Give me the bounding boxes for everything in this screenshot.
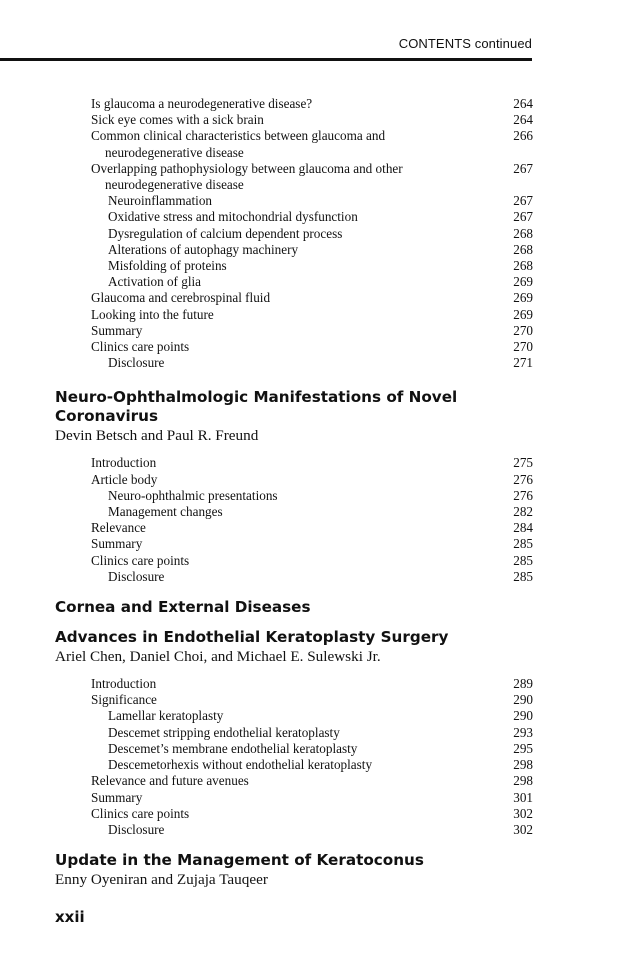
toc-block-glaucoma [55, 96, 533, 371]
toc-entry[interactable] [55, 242, 533, 258]
toc-entry-title: Disclosure [108, 821, 165, 837]
article-authors: Ariel Chen, Daniel Choi, and Michael E. Sulewski Jr. [55, 648, 381, 666]
toc-entry-page: 301 [513, 789, 533, 805]
toc-entry-page: 270 [513, 339, 533, 355]
article-title[interactable]: Update in the Management of Keratoconus [55, 851, 424, 870]
toc-entry[interactable] [55, 323, 533, 339]
toc-entry-page: 302 [513, 805, 533, 821]
toc-entry-title-line1: Common clinical characteristics between glaucoma and [91, 128, 386, 144]
toc-entry-title-line2: neurodegenerative disease [105, 144, 244, 160]
toc-entry-title: Article body [91, 471, 158, 487]
toc-entry-title: Sick eye comes with a sick brain [91, 112, 264, 128]
toc-entry-title: Descemetorhexis without endothelial keratoplasty [108, 757, 373, 773]
toc-entry[interactable] [55, 96, 533, 112]
toc-entry-title: Relevance [91, 520, 146, 536]
toc-entry[interactable] [55, 741, 533, 757]
toc-entry[interactable] [55, 274, 533, 290]
toc-entry-page: 295 [513, 740, 533, 756]
toc-entry-page: 264 [513, 112, 533, 128]
article-neuro-ophthalmologic [55, 388, 533, 585]
toc-entry-page: 284 [513, 520, 533, 536]
toc-entry-title: Descemet stripping endothelial keratoplasty [108, 724, 340, 740]
toc-entry[interactable] [55, 822, 533, 838]
toc-entry-page: 298 [513, 757, 533, 773]
toc-entry-page: 285 [513, 536, 533, 552]
toc-entry[interactable] [55, 757, 533, 773]
toc-entry[interactable] [55, 112, 533, 128]
toc-entry-page: 264 [513, 96, 533, 111]
toc-entry-title: Oxidative stress and mitochondrial dysfunction [108, 209, 358, 225]
toc-entry-title: Summary [91, 789, 143, 805]
toc-entry-title: Clinics care points [91, 805, 190, 821]
toc-entry-title: Introduction [91, 676, 157, 692]
toc-entry-title: Dysregulation of calcium dependent process [108, 225, 343, 241]
toc-entry-page: 269 [513, 290, 533, 306]
toc-entry[interactable] [55, 472, 533, 488]
toc-entry-page: 293 [513, 724, 533, 740]
toc-entry-title: Significance [91, 692, 157, 708]
toc-entry-title: Clinics care points [91, 339, 190, 355]
running-header: CONTENTS continued [398, 36, 532, 51]
article-authors: Devin Betsch and Paul R. Freund [55, 427, 259, 445]
toc-entry[interactable] [55, 290, 533, 306]
toc-entry-page: 285 [513, 568, 533, 584]
toc-entry-page: 266 [513, 128, 533, 144]
toc-entry-title: Relevance and future avenues [91, 773, 249, 789]
toc-entry[interactable] [55, 773, 533, 789]
toc-entry[interactable] [55, 569, 533, 585]
toc-entry[interactable] [55, 161, 533, 193]
toc-entry-page: 298 [513, 773, 533, 789]
toc-entry[interactable] [55, 708, 533, 724]
article-authors: Enny Oyeniran and Zujaja Tauqeer [55, 871, 268, 889]
toc-block-keratoplasty [55, 676, 533, 838]
toc-entry[interactable] [55, 209, 533, 225]
toc-entry-title: Alterations of autophagy machinery [108, 241, 299, 257]
toc-entry-title: Summary [91, 322, 143, 338]
section-heading: Cornea and External Diseases [55, 598, 311, 617]
toc-entry-title: Lamellar keratoplasty [108, 708, 224, 724]
toc-entry[interactable] [55, 520, 533, 536]
toc-entry[interactable] [55, 676, 533, 692]
toc-entry-title: Descemet’s membrane endothelial keratoplasty [108, 740, 358, 756]
toc-entry-title: Summary [91, 536, 143, 552]
toc-entry-title: Is glaucoma a neurodegenerative disease? [91, 96, 313, 111]
toc-block-coronavirus [55, 455, 533, 585]
toc-entry-page: 268 [513, 225, 533, 241]
toc-entry-title: Disclosure [108, 355, 165, 371]
article-title-line2[interactable]: Coronavirus [55, 407, 159, 426]
toc-entry[interactable] [55, 455, 533, 471]
article-keratoconus [55, 851, 533, 889]
toc-entry-page: 269 [513, 274, 533, 290]
toc-entry-title: Clinics care points [91, 552, 190, 568]
toc-entry[interactable] [55, 504, 533, 520]
toc-entry[interactable] [55, 488, 533, 504]
toc-entry-page: 276 [513, 487, 533, 503]
toc-entry[interactable] [55, 258, 533, 274]
toc-entry-page: 267 [513, 193, 533, 209]
toc-entry-title-line1: Overlapping pathophysiology between glaucoma and other [91, 160, 403, 176]
toc-entry-title: Neuroinflammation [108, 193, 213, 209]
toc-entry-title: Introduction [91, 455, 157, 471]
toc-entry-title: Looking into the future [91, 306, 214, 322]
toc-entry[interactable] [55, 307, 533, 323]
toc-entry-title: Management changes [108, 504, 223, 520]
toc-entry-title: Neuro-ophthalmic presentations [108, 487, 278, 503]
toc-entry-page: 270 [513, 322, 533, 338]
toc-entry[interactable] [55, 553, 533, 569]
toc-entry-page: 290 [513, 708, 533, 724]
toc-entry[interactable] [55, 226, 533, 242]
contents-body [55, 96, 533, 899]
toc-entry-page: 267 [513, 160, 533, 176]
toc-entry-page: 269 [513, 306, 533, 322]
toc-entry-page: 276 [513, 471, 533, 487]
toc-entry[interactable] [55, 536, 533, 552]
toc-entry[interactable] [55, 725, 533, 741]
toc-entry-title: Misfolding of proteins [108, 258, 227, 274]
article-endothelial-keratoplasty [55, 628, 533, 838]
toc-entry[interactable] [55, 692, 533, 708]
toc-entry-page: 271 [513, 355, 533, 371]
header-rule [0, 58, 532, 61]
toc-entry[interactable] [55, 355, 533, 371]
page-number: xxii [55, 908, 85, 926]
toc-entry-page: 290 [513, 692, 533, 708]
toc-entry-title-line2: neurodegenerative disease [105, 177, 244, 193]
toc-entry-title: Glaucoma and cerebrospinal fluid [91, 290, 271, 306]
toc-entry-page: 268 [513, 258, 533, 274]
toc-entry[interactable] [55, 790, 533, 806]
toc-entry-page: 302 [513, 821, 533, 837]
toc-entry-title [55, 128, 399, 160]
toc-entry-page: 275 [513, 455, 533, 471]
toc-entry-title: Disclosure [108, 568, 165, 584]
toc-entry-page: 282 [513, 504, 533, 520]
toc-entry-title [55, 161, 417, 193]
toc-entry[interactable] [55, 339, 533, 355]
toc-entry-page: 267 [513, 209, 533, 225]
toc-entry-page: 285 [513, 552, 533, 568]
toc-entry[interactable] [55, 128, 533, 160]
article-title[interactable]: Advances in Endothelial Keratoplasty Surgery [55, 628, 449, 647]
toc-entry-page: 268 [513, 241, 533, 257]
toc-entry-title: Activation of glia [108, 274, 202, 290]
article-title-line1[interactable]: Neuro-Ophthalmologic Manifestations of Novel [55, 388, 458, 407]
toc-entry[interactable] [55, 806, 533, 822]
toc-entry-page: 289 [513, 676, 533, 692]
toc-entry[interactable] [55, 193, 533, 209]
